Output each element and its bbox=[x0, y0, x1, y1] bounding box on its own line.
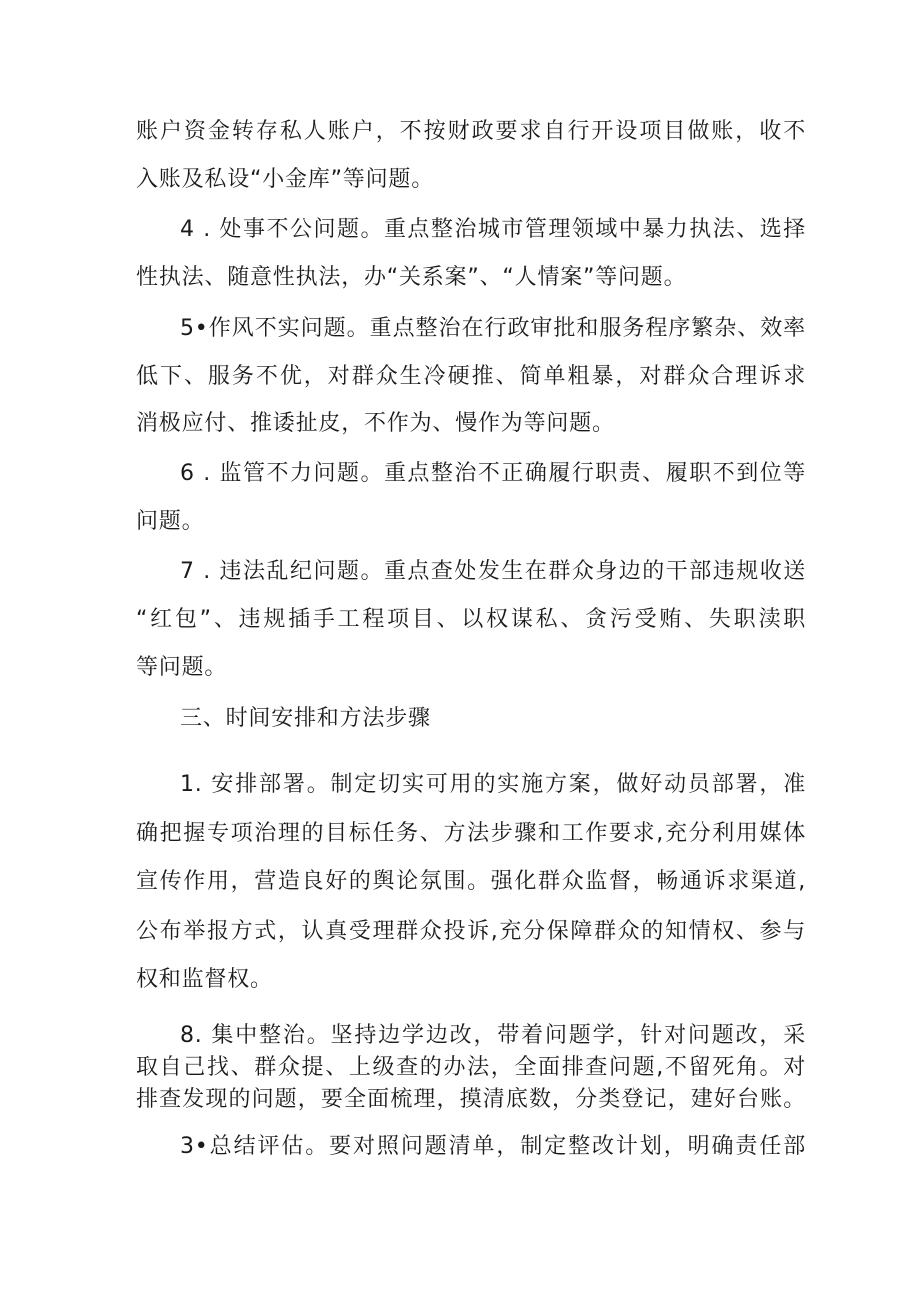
text-line: 3•总结评估。要对照问题清单，制定整改计划，明确责任部 bbox=[180, 1134, 806, 1159]
text-line: 账户资金转存私人账户，不按财政要求自行开设项目做账，收不 bbox=[136, 119, 806, 144]
text-line: 问题。 bbox=[136, 509, 205, 534]
text-line: 4 . 处事不公问题。重点整治城市管理领域中暴力执法、选择 bbox=[180, 217, 806, 242]
text-line: 入账及私设“小金库”等问题。 bbox=[136, 167, 434, 192]
text-line: 公布举报方式，认真受理群众投诉,充分保障群众的知情权、参与 bbox=[136, 919, 806, 944]
text-line: 8. 集中整治。坚持边学边改，带着问题学，针对问题改，采 bbox=[180, 1023, 806, 1048]
text-line: 取自己找、群众提、上级查的办法，全面排查问题,不留死角。对 bbox=[136, 1055, 806, 1080]
text-line: 权和监督权。 bbox=[136, 967, 273, 992]
text-line: 6 . 监管不力问题。重点整治不正确履行职责、履职不到位等 bbox=[180, 461, 806, 486]
text-line: 等问题。 bbox=[136, 655, 228, 680]
text-line: 7 . 违法乱纪问题。重点查处发生在群众身边的干部违规收送 bbox=[180, 559, 806, 584]
text-line: 排查发现的问题，要全面梳理，摸清底数，分类登记，建好台账。 bbox=[136, 1087, 806, 1112]
text-line: 5•作风不实问题。重点整治在行政审批和服务程序繁杂、效率 bbox=[180, 316, 806, 341]
text-line: 性执法、随意性执法，办“关系案”、“人情案”等问题。 bbox=[136, 265, 687, 290]
text-line: 宣传作用，营造良好的舆论氛围。强化群众监督，畅通诉求渠道, bbox=[136, 869, 806, 894]
text-line: 确把握专项治理的目标任务、方法步骤和工作要求,充分利用媒体 bbox=[136, 821, 806, 846]
text-line: 1. 安排部署。制定切实可用的实施方案，做好动员部署，准 bbox=[180, 772, 806, 797]
text-line: 消极应付、推诿扯皮，不作为、慢作为等问题。 bbox=[136, 411, 615, 436]
heading-text: 三、时间安排和方法步骤 bbox=[180, 706, 431, 731]
text-line: “红包”、违规插手工程项目、以权谋私、贪污受贿、失职渎职 bbox=[136, 607, 806, 632]
text-line: 低下、服务不优，对群众生冷硬推、简单粗暴，对群众合理诉求 bbox=[136, 364, 806, 389]
